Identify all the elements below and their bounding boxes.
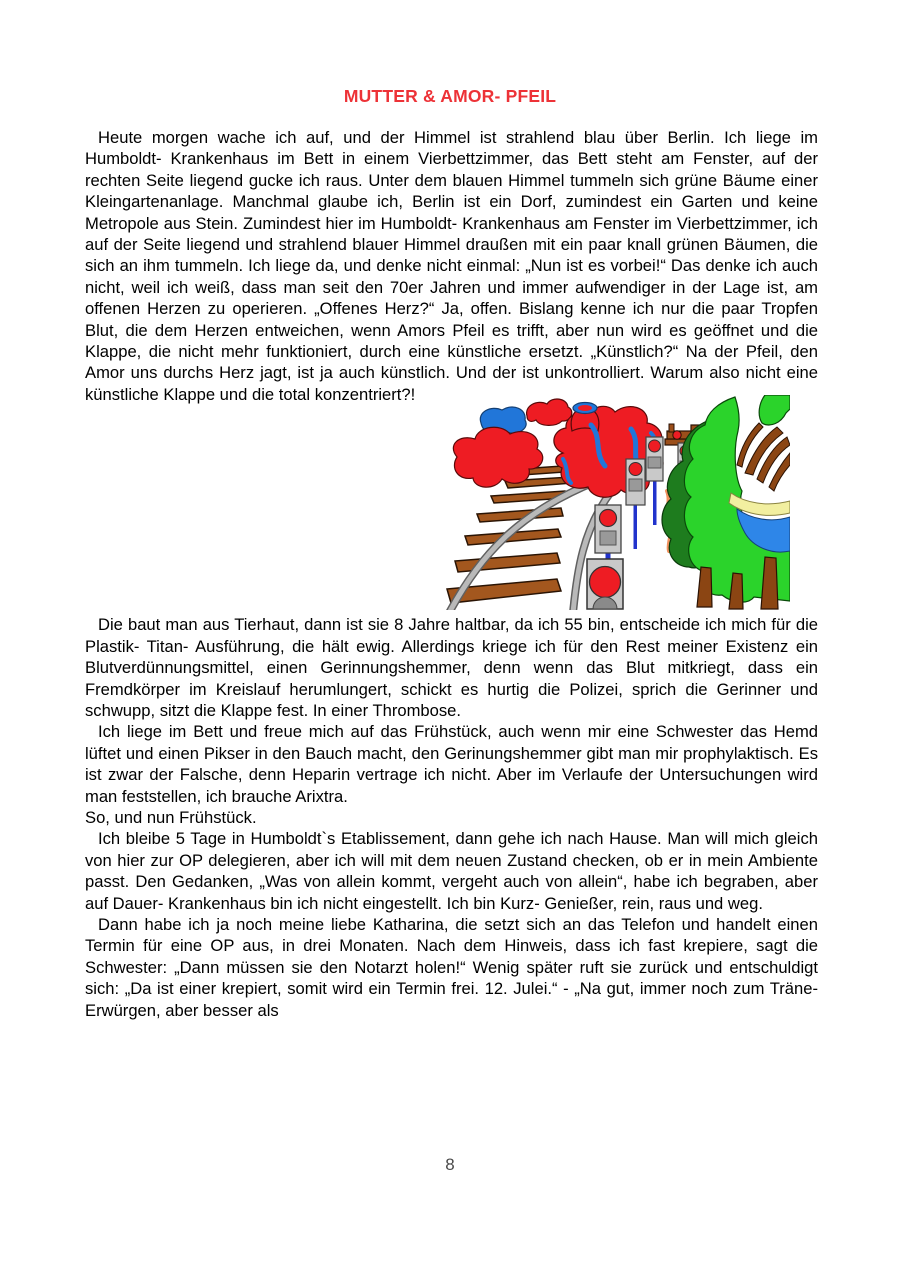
cloud-red-puff: [527, 399, 572, 425]
paragraph-5: Ich bleibe 5 Tage in Humboldt`s Etablissement, dann gehe ich nach Hause. Man will mich gleich von hier zur OP delegieren, aber ich will mit dem neuen Zustand checken, ob er in mein Ambiente passt. Den Gedanken, „Was von allein kommt, vergeht auch von allein“, habe ich begraben, aber auf Dauer- Krankenhaus bin ich nicht eingestellt. Ich bin Kurz- Genießer, rein, raus und weg.: [85, 829, 818, 913]
signal-panel: [648, 457, 661, 468]
signal-back: [646, 437, 663, 525]
signal-panel: [629, 479, 642, 491]
body-text: [85, 127, 818, 1021]
railway-illustration-svg: [445, 395, 790, 610]
paragraph-1: Heute morgen wache ich auf, und der Himmel ist strahlend blau über Berlin. Ich liege im Humboldt- Krankenhaus im Bett in einem Vierbettzimmer, das Bett steht am Fenster, auf der rechten Seite liegend gucke ich raus. Unter dem blauen Himmel tummeln sich grüne Bäume einer Kleingartenanlage. Manchmal glaube ich, Berlin ist ein Dorf, zumindest ein Garten und keine Metropole aus Stein. Zumindest hier im Humboldt- Krankenhaus am Fenster im Vierbettzimmer, ich auf der Seite liegend und strahlend blauer Himmel draußen mit ein paar knall grünen Bäumen, die sich an ihm tummeln. Ich liege da, und denke nicht einmal: „Nun ist es vorbei!“ Das denke ich auch nicht, weil ich weiß, dass man seit den 70er Jahren und immer aufwendiger in der Lage ist, am offenen Herzen zu operieren. „Offenes Herz?“ Ja, offen. Bislang kenne ich nur die paar Tropfen Blut, die dem Herzen entweichen, wenn Amors Pfeil es trifft, aber nun wird es geöffnet und die Klappe, die nicht mehr funktioniert, durch eine künstliche ersetzt. „Künstlich?“ Na der Pfeil, den Amor uns durchs Herz jagt, ist ja auch künstlich. Und der ist unkontrolliert. Warum also nicht eine künstliche Klappe und die total konzentriert?!: [85, 128, 818, 404]
page-number: 8: [445, 1155, 455, 1174]
signal-base-light-red: [590, 567, 621, 598]
paragraph-2: Die baut man aus Tierhaut, dann ist sie 8 Jahre haltbar, da ich 55 bin, entscheide ich mich für die Plastik- Titan- Ausführung, die hält ewig. Allerdings kriege ich für den Rest meiner Existenz ein Blutverdünnungsmittel, einen Gerinnungshemmer, denn wenn das Blut mitkriegt, dass ein Fremdkörper im Kreislauf herumlungert, schickt es hurtig die Polizei, sprich die Gerinner und schwupp, sitzt die Klappe fest. In einer Thrombose.: [85, 615, 818, 720]
cloud-red-left: [453, 428, 542, 488]
paragraph-6: Dann habe ich ja noch meine liebe Katharina, die setzt sich an das Telefon und handelt einen Termin für eine OP aus, in drei Monaten. Nach dem Hinweis, dass ich fast krepiere, sagt die Schwester: „Dann müssen sie den Notarzt holen!“ Wenig später ruft sie zurück und entschuldigt sich: „Da ist einer krepiert, somit wird ein Termin frei. 12. Julei.“ - „Na gut, immer noch zum Träne- Erwürgen, aber besser als: [85, 914, 818, 1020]
tree-trunk: [697, 567, 712, 607]
train-light-red: [673, 431, 681, 439]
track-tie: [455, 553, 560, 572]
signal-light-red: [600, 510, 617, 527]
signal-mid: [626, 459, 645, 549]
signal-light-red: [649, 440, 661, 452]
signal-pole: [634, 505, 638, 549]
paragraph-3: Ich liege im Bett und freue mich auf das Frühstück, auch wenn mir eine Schwester das Hemd lüftet und einen Pikser in den Bauch macht, den Gerinungshemmer gibt man mir prophylaktisch. Es ist zwar der Falsche, denn Heparin vertrage ich nicht. Aber im Verlaufe der Untersuchungen wird man feststellen, ich brauche Arixtra.: [85, 722, 818, 806]
chimney-mouth: [578, 405, 592, 411]
tree-top-right: [759, 395, 790, 425]
page-title: MUTTER & AMOR- PFEIL: [343, 86, 557, 106]
signal-light-red: [629, 463, 642, 476]
signal-panel: [600, 531, 616, 545]
trees: [662, 395, 790, 609]
paragraph-4: So, und nun Frühstück.: [85, 807, 257, 827]
signal-pole: [653, 481, 657, 525]
railway-illustration: [445, 395, 790, 610]
train-chimney: [669, 424, 674, 432]
